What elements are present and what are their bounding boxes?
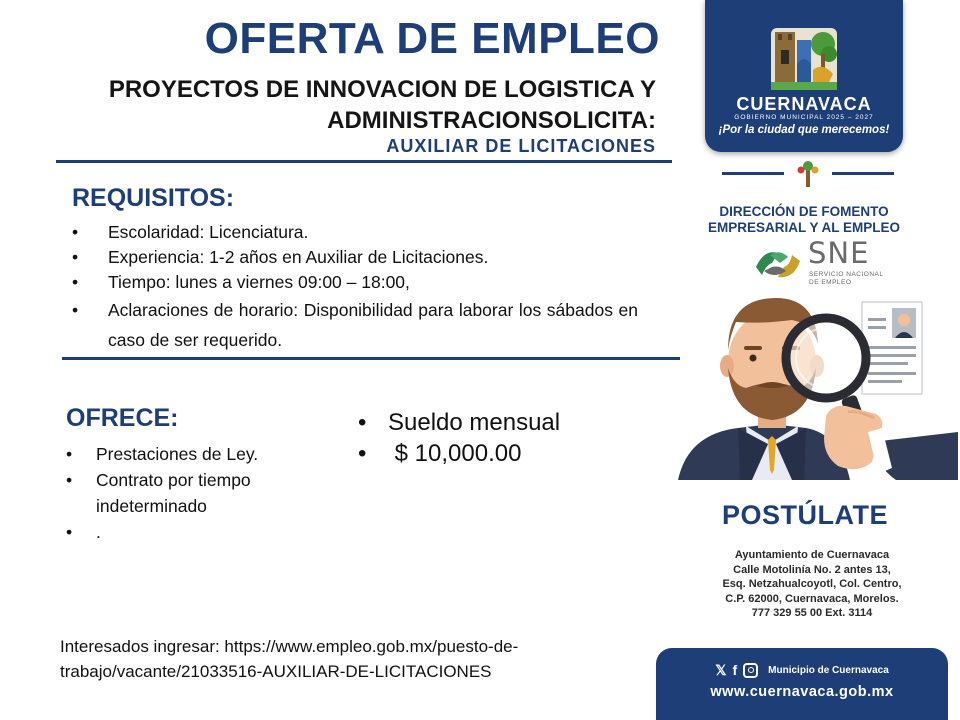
contact-address [694, 548, 930, 621]
salary-amount: • $ 10,000.00 [358, 438, 638, 469]
sne-subtitle-line-2: DE EMPLEO [809, 279, 852, 286]
social-links [656, 660, 948, 680]
government-period: GOBIERNO MUNICIPAL 2025 – 2027 [734, 114, 874, 121]
sne-subtitle [809, 271, 909, 287]
instagram-icon[interactable] [743, 663, 758, 678]
salary-label: • Sueldo mensual [358, 407, 638, 438]
requirement-item: • Experiencia: 1-2 años en Auxiliar de Licitaciones. [72, 245, 638, 270]
direction-name [696, 204, 912, 236]
offer-heading: OFRECE: [66, 404, 179, 432]
address-line: C.P. 62000, Cuernavaca, Morelos. [725, 592, 899, 605]
salary-list [358, 407, 638, 469]
offer-item: • . [66, 519, 326, 545]
footer-panel [656, 648, 948, 720]
facebook-icon[interactable]: f [732, 662, 738, 678]
requirements-heading: REQUISITOS: [72, 184, 235, 212]
address-line: 777 329 55 00 Ext. 3114 [751, 607, 873, 619]
subtitle-line-2: ADMINISTRACIONSOLICITA: [327, 107, 656, 134]
job-position: AUXILIAR DE LICITACIONES [386, 136, 656, 156]
x-social-icon[interactable]: 𝕏 [715, 662, 727, 678]
requirement-item: • Escolaridad: Licenciatura. [72, 220, 638, 245]
handshake-icon [752, 237, 804, 289]
page-title: OFERTA DE EMPLEO [204, 14, 660, 63]
requirement-item: • Aclaraciones de horario: Disponibilidad para laborar los sábados en caso de ser requerido. [72, 295, 638, 355]
offer-item: • Prestaciones de Ley. [66, 441, 326, 467]
city-emblem-icon [767, 20, 841, 92]
social-handle: Municipio de Cuernavaca [768, 664, 889, 676]
recruiter-magnifier-illustration [676, 292, 960, 482]
sne-subtitle-line-1: SERVICIO NACIONAL [809, 271, 884, 278]
divider-top [56, 160, 672, 163]
direction-line-1: DIRECCIÓN DE FOMENTO [719, 204, 889, 219]
apply-call-to-action: POSTÚLATE [722, 500, 888, 530]
apply-instructions [60, 634, 640, 684]
page-subtitle [30, 74, 656, 136]
address-line: Ayuntamiento de Cuernavaca [734, 549, 890, 561]
apply-line-2: trabajo/vacante/21033516-AUXILIAR-DE-LICITACIONES [60, 662, 492, 681]
city-name: CUERNAVACA [736, 94, 872, 114]
direction-line-2: EMPRESARIAL Y AL EMPLEO [707, 220, 901, 235]
cuernavaca-logo-panel [705, 0, 903, 152]
ornament-divider-icon [722, 159, 894, 189]
offer-list [66, 441, 326, 545]
divider-middle [62, 357, 680, 360]
website-link[interactable]: www.cuernavaca.gob.mx [710, 684, 894, 700]
sne-acronym: SNE [808, 236, 870, 270]
requirement-item: • Tiempo: lunes a viernes 09:00 – 18:00, [72, 270, 638, 295]
city-slogan: ¡Por la ciudad que merecemos! [718, 124, 890, 136]
address-line: Esq. Netzahualcoyotl, Col. Centro, [722, 578, 902, 590]
address-line: Calle Motolinía No. 2 antes 13, [733, 563, 891, 576]
requirements-list [72, 220, 638, 355]
subtitle-line-1: PROYECTOS DE INNOVACION DE LOGISTICA Y [108, 76, 656, 103]
offer-item: • Contrato por tiempo indeterminado [66, 467, 326, 519]
apply-line-1: Interesados ingresar: https://www.empleo.gob.mx/puesto-de- [60, 637, 519, 656]
